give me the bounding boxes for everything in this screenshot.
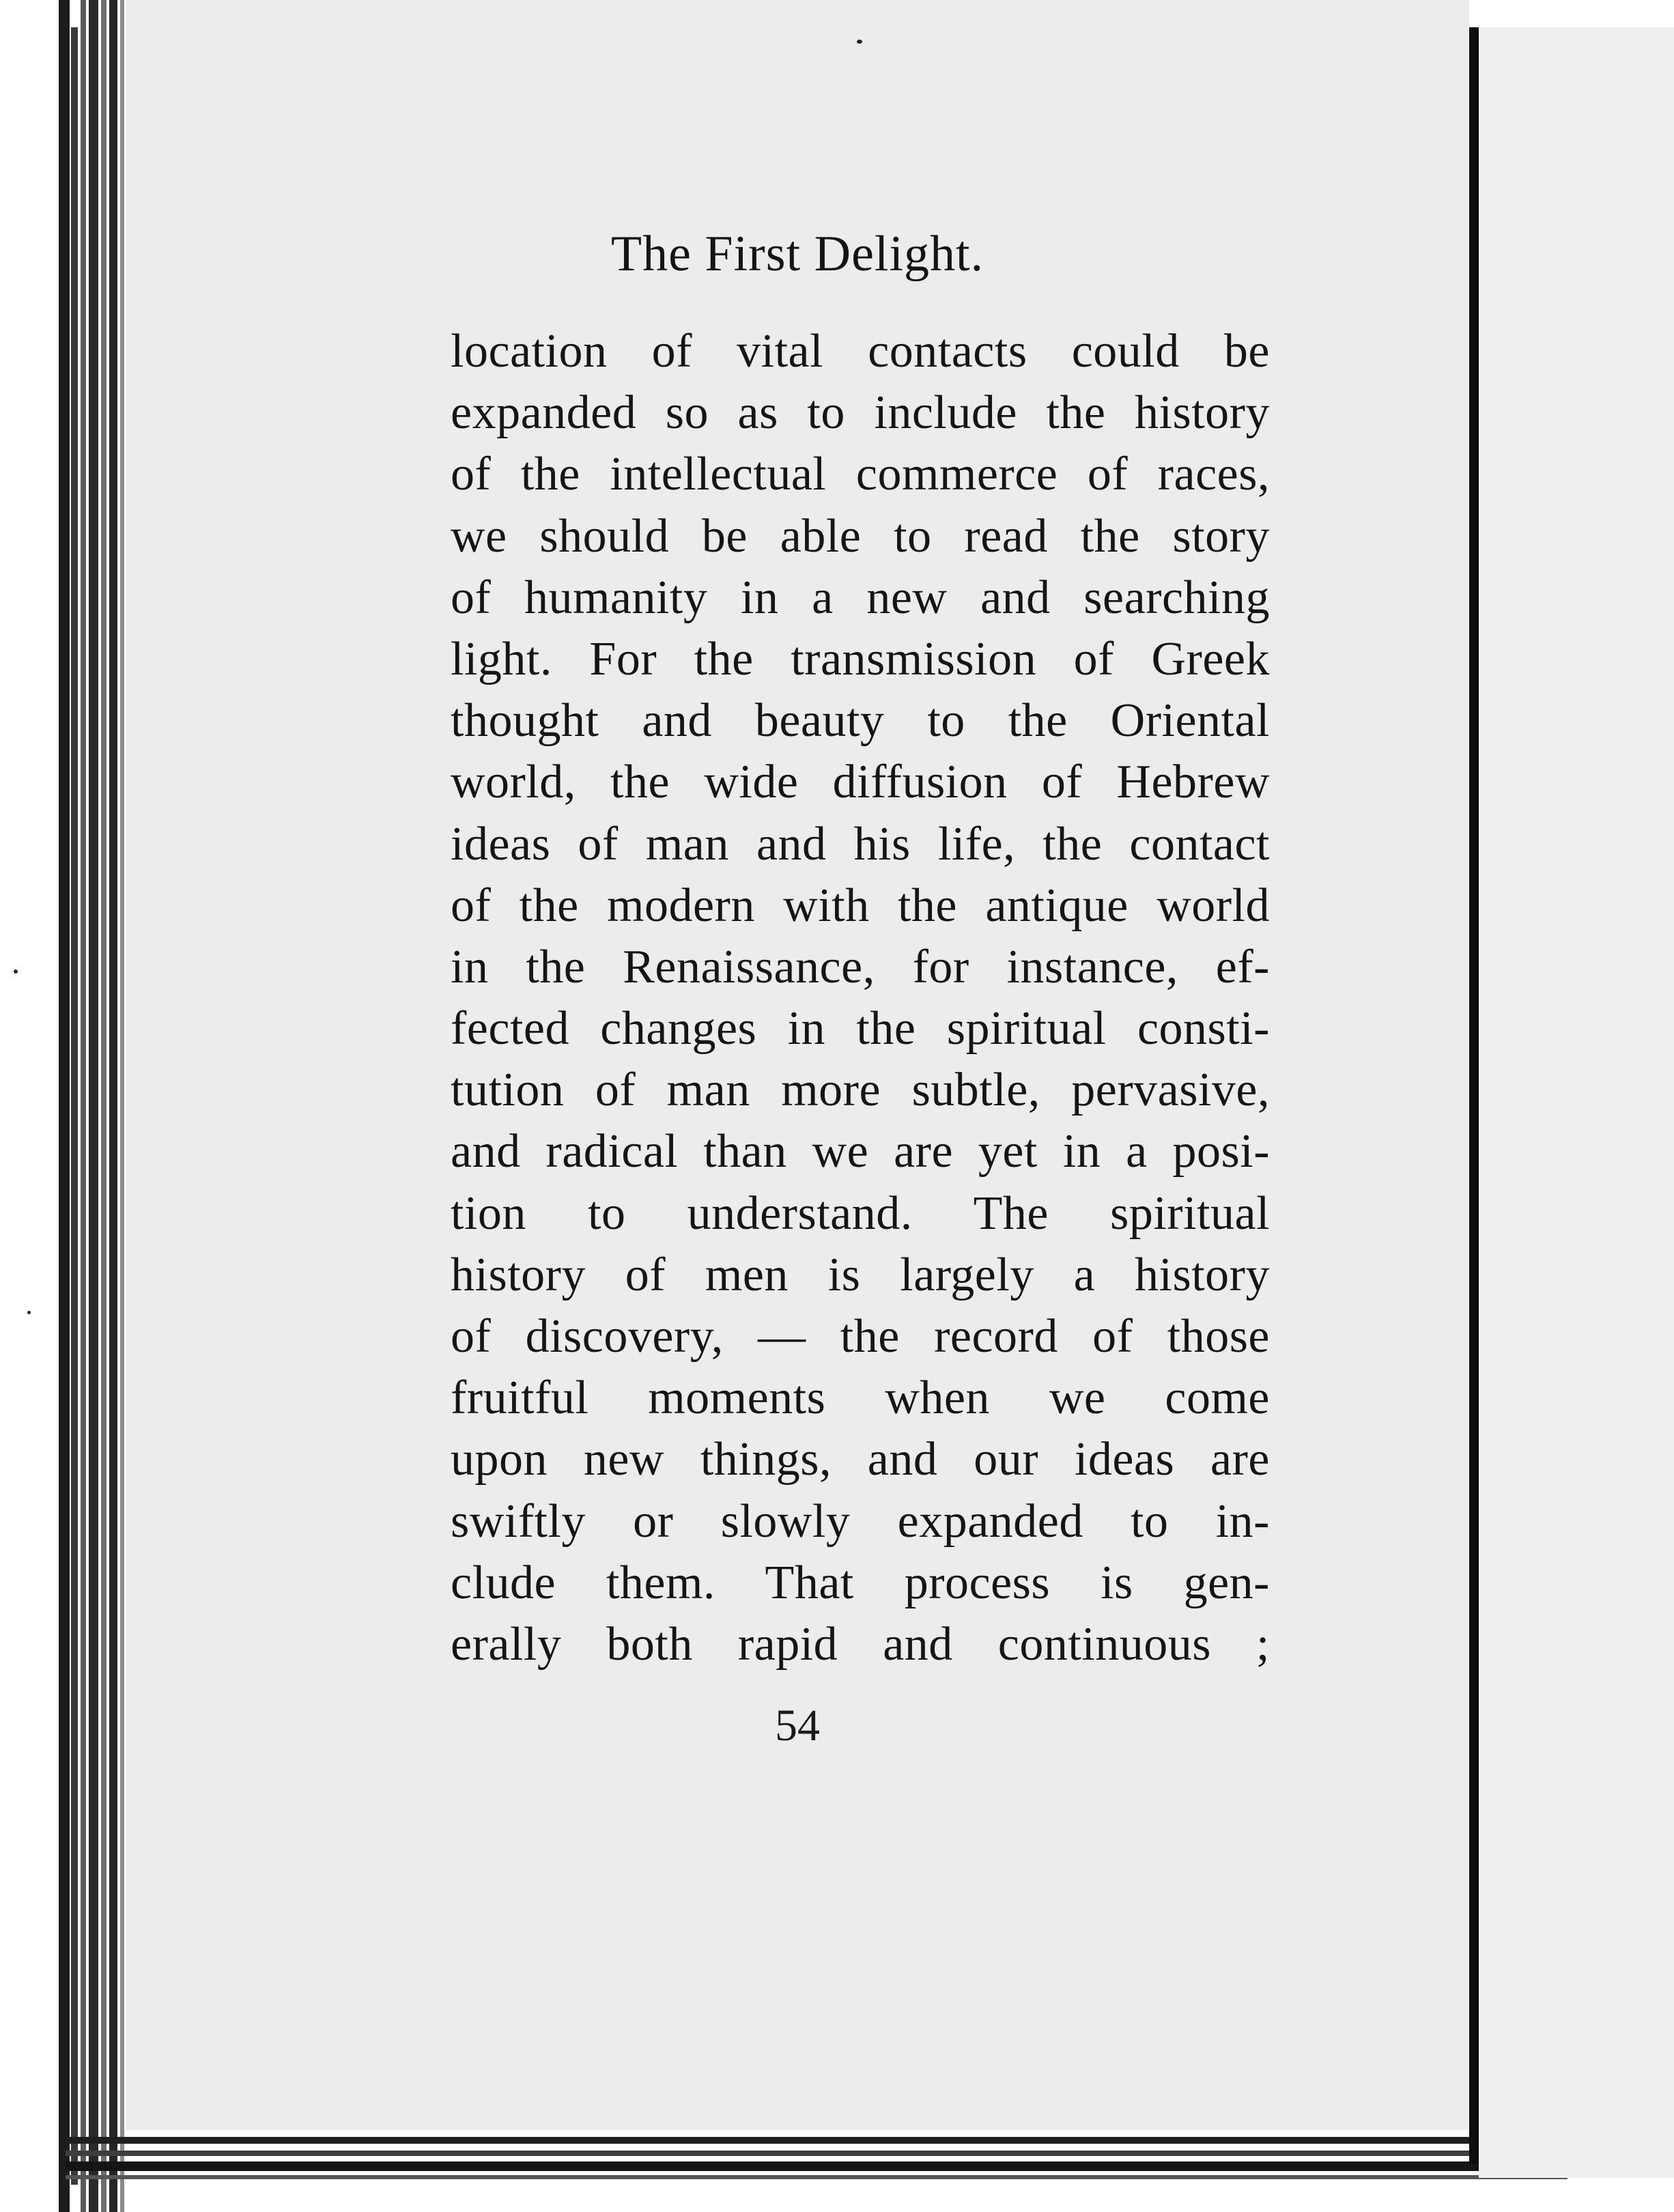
center-gutter (1469, 27, 1479, 2164)
page-stack-edge (89, 0, 98, 2212)
page-stack-edge (81, 0, 86, 2212)
page-stack-edge (109, 0, 117, 2212)
text-line: light. For the transmission of Greek (451, 632, 1270, 685)
page-stack-edge (120, 0, 124, 2212)
scan-speck (857, 40, 862, 44)
text-line: world, the wide diffusion of Hebrew (451, 756, 1270, 809)
page-bottom-edge (66, 2175, 1567, 2179)
text-line: fected changes in the spiritual consti- (451, 1002, 1270, 1055)
text-line: expanded so as to include the history (451, 386, 1270, 440)
text-line: history of men is largely a history (451, 1248, 1270, 1301)
page-bottom-edge (66, 2137, 1499, 2144)
page-stack-edge (71, 27, 78, 2185)
text-line: thought and beauty to the Oriental (451, 694, 1270, 748)
text-line: tion to understand. The spiritual (451, 1187, 1270, 1240)
scan-speck (14, 969, 18, 974)
text-line: fruitful moments when we come (451, 1372, 1270, 1425)
page-number: 54 (775, 1701, 820, 1750)
text-line: ideas of man and his life, the contact (451, 817, 1270, 870)
text-line: location of vital contacts could be (451, 325, 1270, 378)
running-head: The First Delight. (610, 226, 984, 282)
text-line: clude them. That process is gen- (451, 1556, 1270, 1609)
body-text (451, 321, 1270, 1675)
page-bottom-edge (66, 2151, 1527, 2156)
text-line: swiftly or slowly expanded to in- (451, 1494, 1270, 1548)
text-line: and radical than we are yet in a posi- (451, 1125, 1270, 1178)
text-line: of the intellectual commerce of races, (451, 448, 1270, 501)
text-line: of humanity in a new and searching (451, 571, 1270, 624)
scan-speck (27, 1311, 31, 1314)
text-line: we should be able to read the story (451, 509, 1270, 563)
facing-page (1479, 27, 1674, 2178)
text-line: upon new things, and our ideas are (451, 1433, 1270, 1486)
text-line: in the Renaissance, for instance, ef- (451, 940, 1270, 993)
text-line: of discovery, — the record of those (451, 1310, 1270, 1363)
page-stack-edge (101, 0, 107, 2212)
text-line: erally both rapid and continuous ; (451, 1617, 1270, 1671)
book-spine-edge (59, 0, 70, 2212)
text-line: of the modern with the antique world (451, 879, 1270, 932)
page-bottom-edge (66, 2161, 1540, 2171)
text-line: tution of man more subtle, pervasive, (451, 1064, 1270, 1117)
